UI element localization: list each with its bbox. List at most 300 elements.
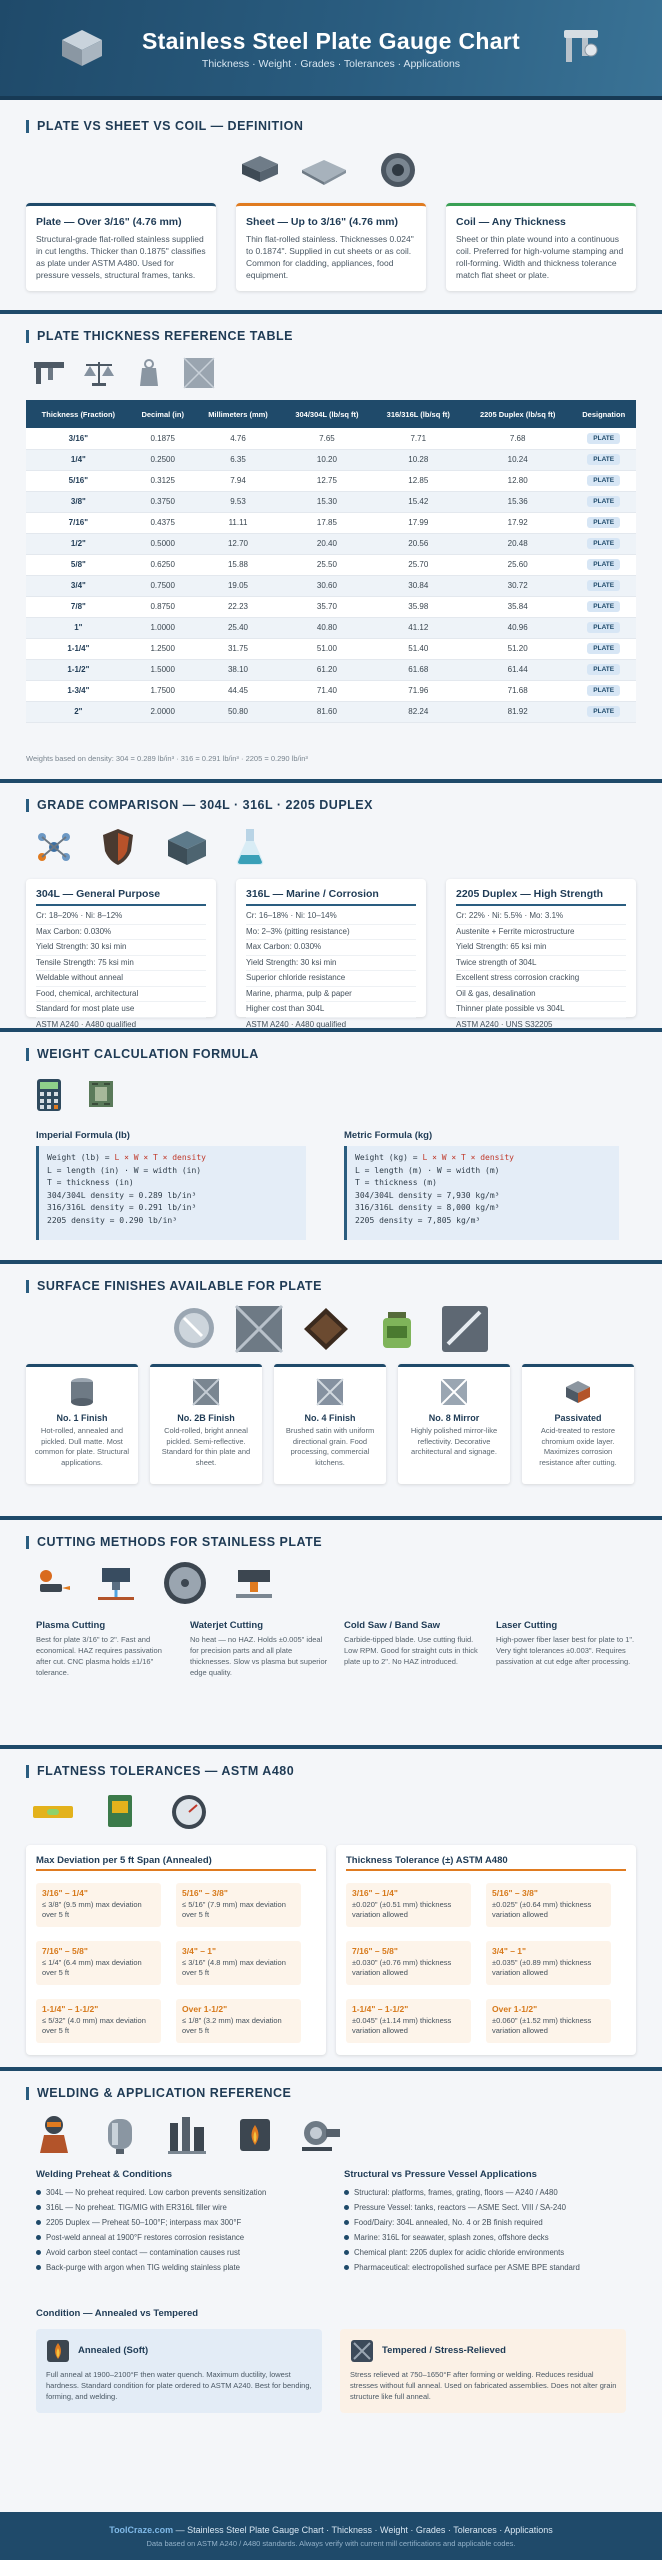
table-cell: 25.60	[464, 554, 571, 575]
passivation-jar-icon	[380, 1310, 414, 1350]
designation-cell	[571, 596, 636, 617]
table-cell: 10.20	[281, 449, 372, 470]
list-item: Thinner plate possible vs 304L	[456, 1002, 626, 1018]
table-cell: 15.30	[281, 491, 372, 512]
table-cell: 12.80	[464, 470, 571, 491]
cutting-title: CUTTING METHODS FOR STAINLESS PLATE	[26, 1536, 322, 1549]
table-cell: 12.75	[281, 470, 372, 491]
table-cell: 71.40	[281, 680, 372, 701]
list-item: Marine, pharma, pulp & paper	[246, 987, 416, 1003]
list-item: Post-weld anneal at 1900°F restores corrosion resistance	[36, 2230, 326, 2245]
page-subtitle: Thickness · Weight · Grades · Tolerances · Applications	[201, 58, 461, 70]
grade-card-title: 304L — General Purpose	[36, 888, 206, 906]
list-item: Excellent stress corrosion cracking	[456, 971, 626, 987]
list-item: ASTM A240 · A480 qualified	[246, 1018, 416, 1034]
plate-badge: PLATE	[587, 601, 620, 612]
mirror-square-icon	[440, 1377, 468, 1407]
table-cell: 1"	[26, 617, 131, 638]
table-cell: 61.68	[373, 659, 464, 680]
tolerance-cell: 5/16" – 3/8" ±0.025" (±0.64 mm) thickness variation allowed	[486, 1883, 611, 1927]
list-item: Higher cost than 304L	[246, 1002, 416, 1018]
table-cell: 35.98	[373, 596, 464, 617]
finish-title: No. 2B Finish	[177, 1413, 235, 1423]
column-header: Millimeters (mm)	[195, 400, 282, 428]
card-text: Sheet or thin plate wound into a continuous coil. Preferred for high-volume stamping and roll-forming. Width and thickness tolerance match flat sheet or plate.	[456, 234, 624, 280]
flame-icon	[46, 2339, 70, 2363]
cutting-method-title: Waterjet Cutting	[190, 1620, 264, 1631]
card-text: Thin flat-rolled stainless. Thicknesses 0.024" to 0.1874". Supplied in cut sheets or as coil. Common for cladding, appliances, food equipment.	[246, 234, 414, 280]
table-cell: 15.36	[464, 491, 571, 512]
metric-formula-block	[344, 1146, 619, 1240]
finish-card-no2b	[150, 1364, 262, 1484]
pressure-tank-icon	[102, 2113, 138, 2155]
cutting-method-title: Laser Cutting	[496, 1620, 558, 1631]
weight-tag-icon	[136, 358, 162, 388]
table-cell: 44.45	[195, 680, 282, 701]
grade-card-title: 2205 Duplex — High Strength	[456, 888, 626, 906]
table-cell: 0.5000	[131, 533, 195, 554]
tempered-text: Stress relieved at 750–1650°F after forming or welding. Reduces residual stresses without full anneal. Used on fabricated assemblies. Does not alter grain structure like full anneal.	[350, 2370, 617, 2401]
finish-card-no1	[26, 1364, 138, 1484]
list-item: Chemical plant: 2205 duplex for acidic chloride environments	[344, 2245, 634, 2260]
table-cell: 9.53	[195, 491, 282, 512]
table-cell: 0.2500	[131, 449, 195, 470]
cutting-method-text: No heat — no HAZ. Holds ±0.005" ideal for precision parts and all plate thicknesses. Slow vs plasma but superior edge quality.	[190, 1635, 328, 1677]
page-footer	[0, 2512, 662, 2560]
table-row	[26, 596, 636, 617]
grade-property-list	[36, 909, 206, 1033]
table-cell: 15.88	[195, 554, 282, 575]
plate-badge: PLATE	[587, 580, 620, 591]
applications-list	[344, 2185, 634, 2275]
laser-cutter-icon	[234, 1566, 274, 1602]
designation-cell	[571, 680, 636, 701]
designation-cell	[571, 659, 636, 680]
column-header: 316/316L (lb/sq ft)	[373, 400, 464, 428]
plate-badge: PLATE	[587, 685, 620, 696]
table-cell: 25.50	[281, 554, 372, 575]
formula-line: 304/304L density = 7,930 kg/m³	[355, 1190, 500, 1200]
table-cell: 41.12	[373, 617, 464, 638]
table-cell: 1/2"	[26, 533, 131, 554]
sheet-icon	[300, 158, 348, 186]
cutting-waterjet	[190, 1620, 330, 1678]
card-title: Coil — Any Thickness	[456, 216, 566, 228]
table-cell: 0.4375	[131, 512, 195, 533]
formula-section	[0, 1032, 662, 1260]
table-cell: 40.80	[281, 617, 372, 638]
table-cell: 3/16"	[26, 428, 131, 449]
table-title: PLATE THICKNESS REFERENCE TABLE	[26, 330, 293, 343]
table-cell: 51.20	[464, 638, 571, 659]
designation-cell	[571, 617, 636, 638]
cutting-laser	[496, 1620, 636, 1667]
table-cell: 4.76	[195, 428, 282, 449]
table-cell: 2.0000	[131, 701, 195, 722]
condition-title: Condition — Annealed vs Tempered	[36, 2308, 199, 2319]
mill-can-icon	[68, 1377, 96, 1407]
finish-text: Brushed satin with uniform directional grain. Food processing, commercial kitchens.	[285, 1426, 375, 1467]
table-cell: 82.24	[373, 701, 464, 722]
metric-formula-title: Metric Formula (kg)	[344, 1130, 433, 1141]
cutting-section	[0, 1520, 662, 1745]
table-cell: 38.10	[195, 659, 282, 680]
table-cell: 20.56	[373, 533, 464, 554]
plate-icon	[238, 152, 282, 188]
finish-card-no8	[398, 1364, 510, 1484]
list-item: Yield Strength: 65 ksi min	[456, 940, 626, 956]
list-item: Yield Strength: 30 ksi min	[246, 956, 416, 972]
table-cell: 15.42	[373, 491, 464, 512]
table-cell: 2"	[26, 701, 131, 722]
page-title: Stainless Steel Plate Gauge Chart	[141, 28, 521, 54]
column-header: 304/304L (lb/sq ft)	[281, 400, 372, 428]
flatness-deviation-card	[26, 1845, 326, 2055]
table-row	[26, 512, 636, 533]
waterjet-icon	[96, 1564, 136, 1602]
finishes-section	[0, 1264, 662, 1516]
plate-badge: PLATE	[587, 538, 620, 549]
welding-preheat-list	[36, 2185, 326, 2275]
table-cell: 0.3750	[131, 491, 195, 512]
circuit-chip-icon	[86, 1078, 116, 1110]
tolerance-cell: Over 1-1/2" ≤ 1/8" (3.2 mm) max deviation over 5 ft	[176, 1999, 301, 2043]
imperial-formula-title: Imperial Formula (lb)	[36, 1130, 130, 1141]
table-cell: 3/4"	[26, 575, 131, 596]
list-item: Superior chloride resistance	[246, 971, 416, 987]
textured-tile-icon	[302, 1306, 350, 1352]
annealed-text: Full anneal at 1900–2100°F then water quench. Maximum ductility, lowest hardness. Standard condition for plate ordered to ASTM A240. Best for bending, forming, and welding.	[46, 2370, 312, 2401]
passivated-block-icon	[564, 1379, 592, 1405]
table-cell: 5/8"	[26, 554, 131, 575]
table-row	[26, 617, 636, 638]
thickness-table	[26, 400, 636, 723]
table-cell: 20.48	[464, 533, 571, 554]
grades-section	[0, 783, 662, 1028]
grade-card-316l	[236, 879, 426, 1029]
list-item: Cr: 22% · Ni: 5.5% · Mo: 3.1%	[456, 909, 626, 925]
cutting-method-text: High-power fiber laser best for plate to 1". Very tight tolerances ±0.003". Requires passivation at cut edge after processing.	[496, 1635, 635, 1666]
sheet-definition-card	[236, 203, 426, 291]
list-item: Pressure Vessel: tanks, reactors — ASME Sect. VIII / SA-240	[344, 2200, 634, 2215]
designation-cell	[571, 428, 636, 449]
level-icon	[32, 1803, 74, 1821]
table-cell: 17.85	[281, 512, 372, 533]
table-cell: 81.92	[464, 701, 571, 722]
list-item: Standard for most plate use	[36, 1002, 206, 1018]
table-cell: 61.20	[281, 659, 372, 680]
table-cell: 1-3/4"	[26, 680, 131, 701]
table-row	[26, 470, 636, 491]
list-item: Marine: 316L for seawater, splash zones, offshore decks	[344, 2230, 634, 2245]
formula-line: 304/304L density = 0.289 lb/in³	[47, 1190, 197, 1200]
table-cell: 0.6250	[131, 554, 195, 575]
finish-text: Acid-treated to restore chromium oxide layer. Maximizes corrosion resistance after cutting.	[539, 1426, 617, 1467]
cutting-method-title: Cold Saw / Band Saw	[344, 1620, 441, 1631]
duplex-block-icon	[166, 829, 208, 867]
table-cell: 7/16"	[26, 512, 131, 533]
grade-card-2205	[446, 879, 636, 1029]
footer-line: ToolCraze.com — Stainless Steel Plate Gauge Chart · Thickness · Weight · Grades · Tolerances · Applications	[109, 2525, 553, 2535]
table-section	[0, 314, 662, 779]
list-item: 2205 Duplex — Preheat 50–100°F; interpass max 300°F	[36, 2215, 326, 2230]
table-row	[26, 554, 636, 575]
list-item: Food, chemical, architectural	[36, 987, 206, 1003]
table-cell: 1.7500	[131, 680, 195, 701]
table-cell: 0.8750	[131, 596, 195, 617]
cutting-method-text: Best for plate 3/16" to 2". Fast and economical. HAZ requires passivation after cut. CNC plasma holds ±1/16" tolerance.	[36, 1635, 162, 1677]
list-item: Pharmaceutical: electropolished surface per ASME BPE standard	[344, 2260, 634, 2275]
cutting-plasma	[36, 1620, 176, 1678]
list-item: 304L — No preheat required. Low carbon prevents sensitization	[36, 2185, 326, 2200]
table-cell: 1.2500	[131, 638, 195, 659]
flatness-card-title: Thickness Tolerance (±) ASTM A480	[346, 1855, 626, 1871]
table-cell: 1.5000	[131, 659, 195, 680]
table-cell: 81.60	[281, 701, 372, 722]
list-item: Tensile Strength: 75 ksi min	[36, 956, 206, 972]
finish-title: No. 1 Finish	[56, 1413, 108, 1423]
formula-line: Weight (kg) = L × W × T × density	[355, 1153, 514, 1162]
formula-line: 2205 density = 0.290 lb/in³	[47, 1215, 178, 1225]
tolerance-cell: 7/16" – 5/8" ≤ 1/4" (6.4 mm) max deviation over 5 ft	[36, 1941, 161, 1985]
polished-disc-icon	[172, 1306, 216, 1350]
table-cell: 25.70	[373, 554, 464, 575]
finish-text: Highly polished mirror-like reflectivity. Decorative architectural and signage.	[410, 1426, 498, 1456]
footer-brand-link[interactable]: ToolCraze.com	[109, 2525, 174, 2535]
caliper-icon	[560, 26, 602, 70]
table-cell: 19.05	[195, 575, 282, 596]
formula-line: 316/316L density = 8,000 kg/m³	[355, 1203, 500, 1212]
thickness-tolerance-card	[336, 1845, 636, 2055]
table-row	[26, 533, 636, 554]
mirror-square-icon	[440, 1304, 490, 1354]
plate-badge: PLATE	[587, 664, 620, 675]
table-cell: 7/8"	[26, 596, 131, 617]
table-cell: 61.44	[464, 659, 571, 680]
list-item: Mo: 2–3% (pitting resistance)	[246, 925, 416, 941]
cutting-saw	[344, 1620, 484, 1667]
table-cell: 6.35	[195, 449, 282, 470]
list-item: Avoid carbon steel contact — contamination causes rust	[36, 2245, 326, 2260]
table-cell: 7.71	[373, 428, 464, 449]
table-cell: 50.80	[195, 701, 282, 722]
list-item: ASTM A240 · UNS S32205	[456, 1018, 626, 1034]
table-cell: 12.85	[373, 470, 464, 491]
table-row	[26, 659, 636, 680]
column-header: Decimal (in)	[131, 400, 195, 428]
table-cell: 11.11	[195, 512, 282, 533]
list-item: ASTM A240 · A480 qualified	[36, 1018, 206, 1034]
finish-text: Cold-rolled, bright anneal pickled. Semi-reflective. Standard for thin plate and sheet.	[161, 1426, 251, 1467]
list-item: Cr: 18–20% · Ni: 8–12%	[36, 909, 206, 925]
formula-line: T = thickness (in)	[47, 1178, 134, 1187]
caliper-icon	[32, 358, 66, 388]
designation-cell	[571, 533, 636, 554]
table-row	[26, 701, 636, 722]
welding-title: WELDING & APPLICATION REFERENCE	[26, 2087, 291, 2100]
designation-cell	[571, 512, 636, 533]
saw-blade-icon	[162, 1560, 208, 1606]
formula-line: Weight (lb) = L × W × T × density	[47, 1153, 206, 1162]
flatness-title: FLATNESS TOLERANCES — ASTM A480	[26, 1765, 294, 1778]
table-row	[26, 638, 636, 659]
tolerance-cell: 3/4" – 1" ±0.035" (±0.89 mm) thickness variation allowed	[486, 1941, 611, 1985]
flask-icon	[234, 827, 266, 867]
tolerance-cell: 7/16" – 5/8" ±0.030" (±0.76 mm) thickness variation allowed	[346, 1941, 471, 1985]
list-item: Weldable without anneal	[36, 971, 206, 987]
welder-icon	[34, 2113, 74, 2155]
stress-relief-icon	[350, 2339, 374, 2363]
pump-icon	[298, 2115, 342, 2153]
tolerance-cell: 3/16" – 1/4" ≤ 3/8" (9.5 mm) max deviation over 5 ft	[36, 1883, 161, 1927]
tolerance-cell: 1-1/4" – 1-1/2" ±0.045" (±1.14 mm) thickness variation allowed	[346, 1999, 471, 2043]
table-header-row	[26, 400, 636, 428]
annealed-title: Annealed (Soft)	[78, 2345, 149, 2356]
cutting-method-title: Plasma Cutting	[36, 1620, 106, 1631]
table-row	[26, 575, 636, 596]
list-item: Austenite + Ferrite microstructure	[456, 925, 626, 941]
table-cell: 35.70	[281, 596, 372, 617]
column-header: 2205 Duplex (lb/sq ft)	[464, 400, 571, 428]
cutting-method-text: Carbide-tipped blade. Use cutting fluid. Low RPM. Good for straight cuts in thick plate up to 2". No HAZ introduced.	[344, 1635, 478, 1666]
tempered-title: Tempered / Stress-Relieved	[382, 2345, 506, 2356]
table-row	[26, 491, 636, 512]
column-header: Designation	[571, 400, 636, 428]
brushed-square-icon	[234, 1304, 284, 1354]
designation-cell	[571, 449, 636, 470]
scale-icon	[82, 358, 116, 388]
list-item: Cr: 16–18% · Ni: 10–14%	[246, 909, 416, 925]
table-cell: 51.00	[281, 638, 372, 659]
brushed-square-icon	[192, 1377, 220, 1407]
plate-definition-card	[26, 203, 216, 291]
designation-cell	[571, 491, 636, 512]
card-text: Structural-grade flat-rolled stainless supplied in cut lengths. Thicker than 0.1875" classifies as plate under ASTM A480. Used for pressure vessels, structural frames, tanks.	[36, 234, 206, 280]
table-cell: 40.96	[464, 617, 571, 638]
finish-card-no4	[274, 1364, 386, 1484]
list-item: Structural: platforms, frames, grating, floors — A240 / A480	[344, 2185, 634, 2200]
molecule-icon	[36, 829, 72, 865]
table-cell: 0.7500	[131, 575, 195, 596]
tolerance-cell: 3/16" – 1/4" ±0.020" (±0.51 mm) thickness variation allowed	[346, 1883, 471, 1927]
table-cell: 10.24	[464, 449, 571, 470]
list-item: 316L — No preheat. TIG/MIG with ER316L filler wire	[36, 2200, 326, 2215]
table-cell: 5/16"	[26, 470, 131, 491]
table-cell: 0.3125	[131, 470, 195, 491]
tolerance-cell: Over 1-1/2" ±0.060" (±1.52 mm) thickness variation allowed	[486, 1999, 611, 2043]
plate-badge: PLATE	[587, 622, 620, 633]
page-header	[0, 0, 662, 100]
list-item: Yield Strength: 30 ksi min	[36, 940, 206, 956]
grade-property-list	[246, 909, 416, 1033]
grade-card-title: 316L — Marine / Corrosion	[246, 888, 416, 906]
formula-line: 2205 density = 7,805 kg/m³	[355, 1215, 481, 1225]
formula-line: 316/316L density = 0.291 lb/in³	[47, 1203, 197, 1212]
grade-card-304l	[26, 879, 216, 1029]
plate-badge: PLATE	[587, 559, 620, 570]
plasma-torch-icon	[36, 1566, 72, 1602]
table-cell: 1-1/2"	[26, 659, 131, 680]
designation-cell	[571, 638, 636, 659]
table-cell: 35.84	[464, 596, 571, 617]
brushed-square-icon	[316, 1377, 344, 1407]
designation-cell	[571, 701, 636, 722]
shield-icon	[100, 827, 136, 867]
manual-book-icon	[106, 1793, 134, 1829]
table-cell: 30.84	[373, 575, 464, 596]
plate-badge: PLATE	[587, 643, 620, 654]
welding-preheat-title: Welding Preheat & Conditions	[36, 2169, 172, 2180]
table-cell: 20.40	[281, 533, 372, 554]
designation-cell	[571, 554, 636, 575]
finish-title: Passivated	[554, 1413, 602, 1423]
list-item: Oil & gas, desalination	[456, 987, 626, 1003]
list-item: Back-purge with argon when TIG welding stainless plate	[36, 2260, 326, 2275]
table-cell: 7.94	[195, 470, 282, 491]
table-cell: 7.68	[464, 428, 571, 449]
table-cell: 51.40	[373, 638, 464, 659]
imperial-formula-block	[36, 1146, 306, 1240]
finishes-title: SURFACE FINISHES AVAILABLE FOR PLATE	[26, 1280, 322, 1293]
table-cell: 1.0000	[131, 617, 195, 638]
table-cell: 71.68	[464, 680, 571, 701]
coil-icon	[378, 150, 418, 190]
applications-title: Structural vs Pressure Vessel Applications	[344, 2169, 537, 2180]
table-cell: 17.92	[464, 512, 571, 533]
plate-badge: PLATE	[587, 454, 620, 465]
finish-title: No. 4 Finish	[304, 1413, 356, 1423]
table-cell: 7.65	[281, 428, 372, 449]
plate-badge: PLATE	[587, 475, 620, 486]
furnace-icon	[236, 2113, 274, 2155]
table-cell: 22.23	[195, 596, 282, 617]
table-row	[26, 680, 636, 701]
tolerance-cell: 1-1/4" – 1-1/2" ≤ 5/32" (4.0 mm) max deviation over 5 ft	[36, 1999, 161, 2043]
table-cell: 31.75	[195, 638, 282, 659]
card-title: Sheet — Up to 3/16" (4.76 mm)	[246, 216, 399, 228]
table-cell: 25.40	[195, 617, 282, 638]
table-cell: 71.96	[373, 680, 464, 701]
table-cell: 12.70	[195, 533, 282, 554]
list-item: Food/Dairy: 304L annealed, No. 4 or 2B finish required	[344, 2215, 634, 2230]
formula-line: L = length (in) · W = width (in)	[47, 1165, 202, 1175]
formula-line: T = thickness (m)	[355, 1178, 437, 1187]
plate-badge: PLATE	[587, 706, 620, 717]
footer-disclaimer: Data based on ASTM A240 / A480 standards. Always verify with current mill certifications and applicable codes.	[146, 2539, 516, 2548]
flatness-section	[0, 1749, 662, 2067]
tolerance-cell: 5/16" – 3/8" ≤ 5/16" (7.9 mm) max deviation over 5 ft	[176, 1883, 301, 1927]
plate-badge: PLATE	[587, 517, 620, 528]
grades-title: GRADE COMPARISON — 304L · 316L · 2205 DUPLEX	[26, 799, 373, 812]
brushed-plate-icon	[182, 356, 216, 390]
calculator-icon	[36, 1078, 62, 1112]
definition-title: PLATE VS SHEET VS COIL — DEFINITION	[26, 120, 303, 133]
table-cell: 3/8"	[26, 491, 131, 512]
flatness-card-title: Max Deviation per 5 ft Span (Annealed)	[36, 1855, 316, 1871]
list-item: Twice strength of 304L	[456, 956, 626, 972]
table-cell: 10.28	[373, 449, 464, 470]
welding-section	[0, 2071, 662, 2471]
gauge-dial-icon	[170, 1793, 208, 1831]
table-cell: 30.72	[464, 575, 571, 596]
finish-card-passivated	[522, 1364, 634, 1484]
refinery-icon	[166, 2113, 208, 2155]
table-cell: 30.60	[281, 575, 372, 596]
finish-text: Hot-rolled, annealed and pickled. Dull matte. Most common for plate. Structural applications.	[34, 1426, 130, 1467]
table-row	[26, 428, 636, 449]
table-cell: 0.1875	[131, 428, 195, 449]
formula-title: WEIGHT CALCULATION FORMULA	[26, 1048, 259, 1061]
